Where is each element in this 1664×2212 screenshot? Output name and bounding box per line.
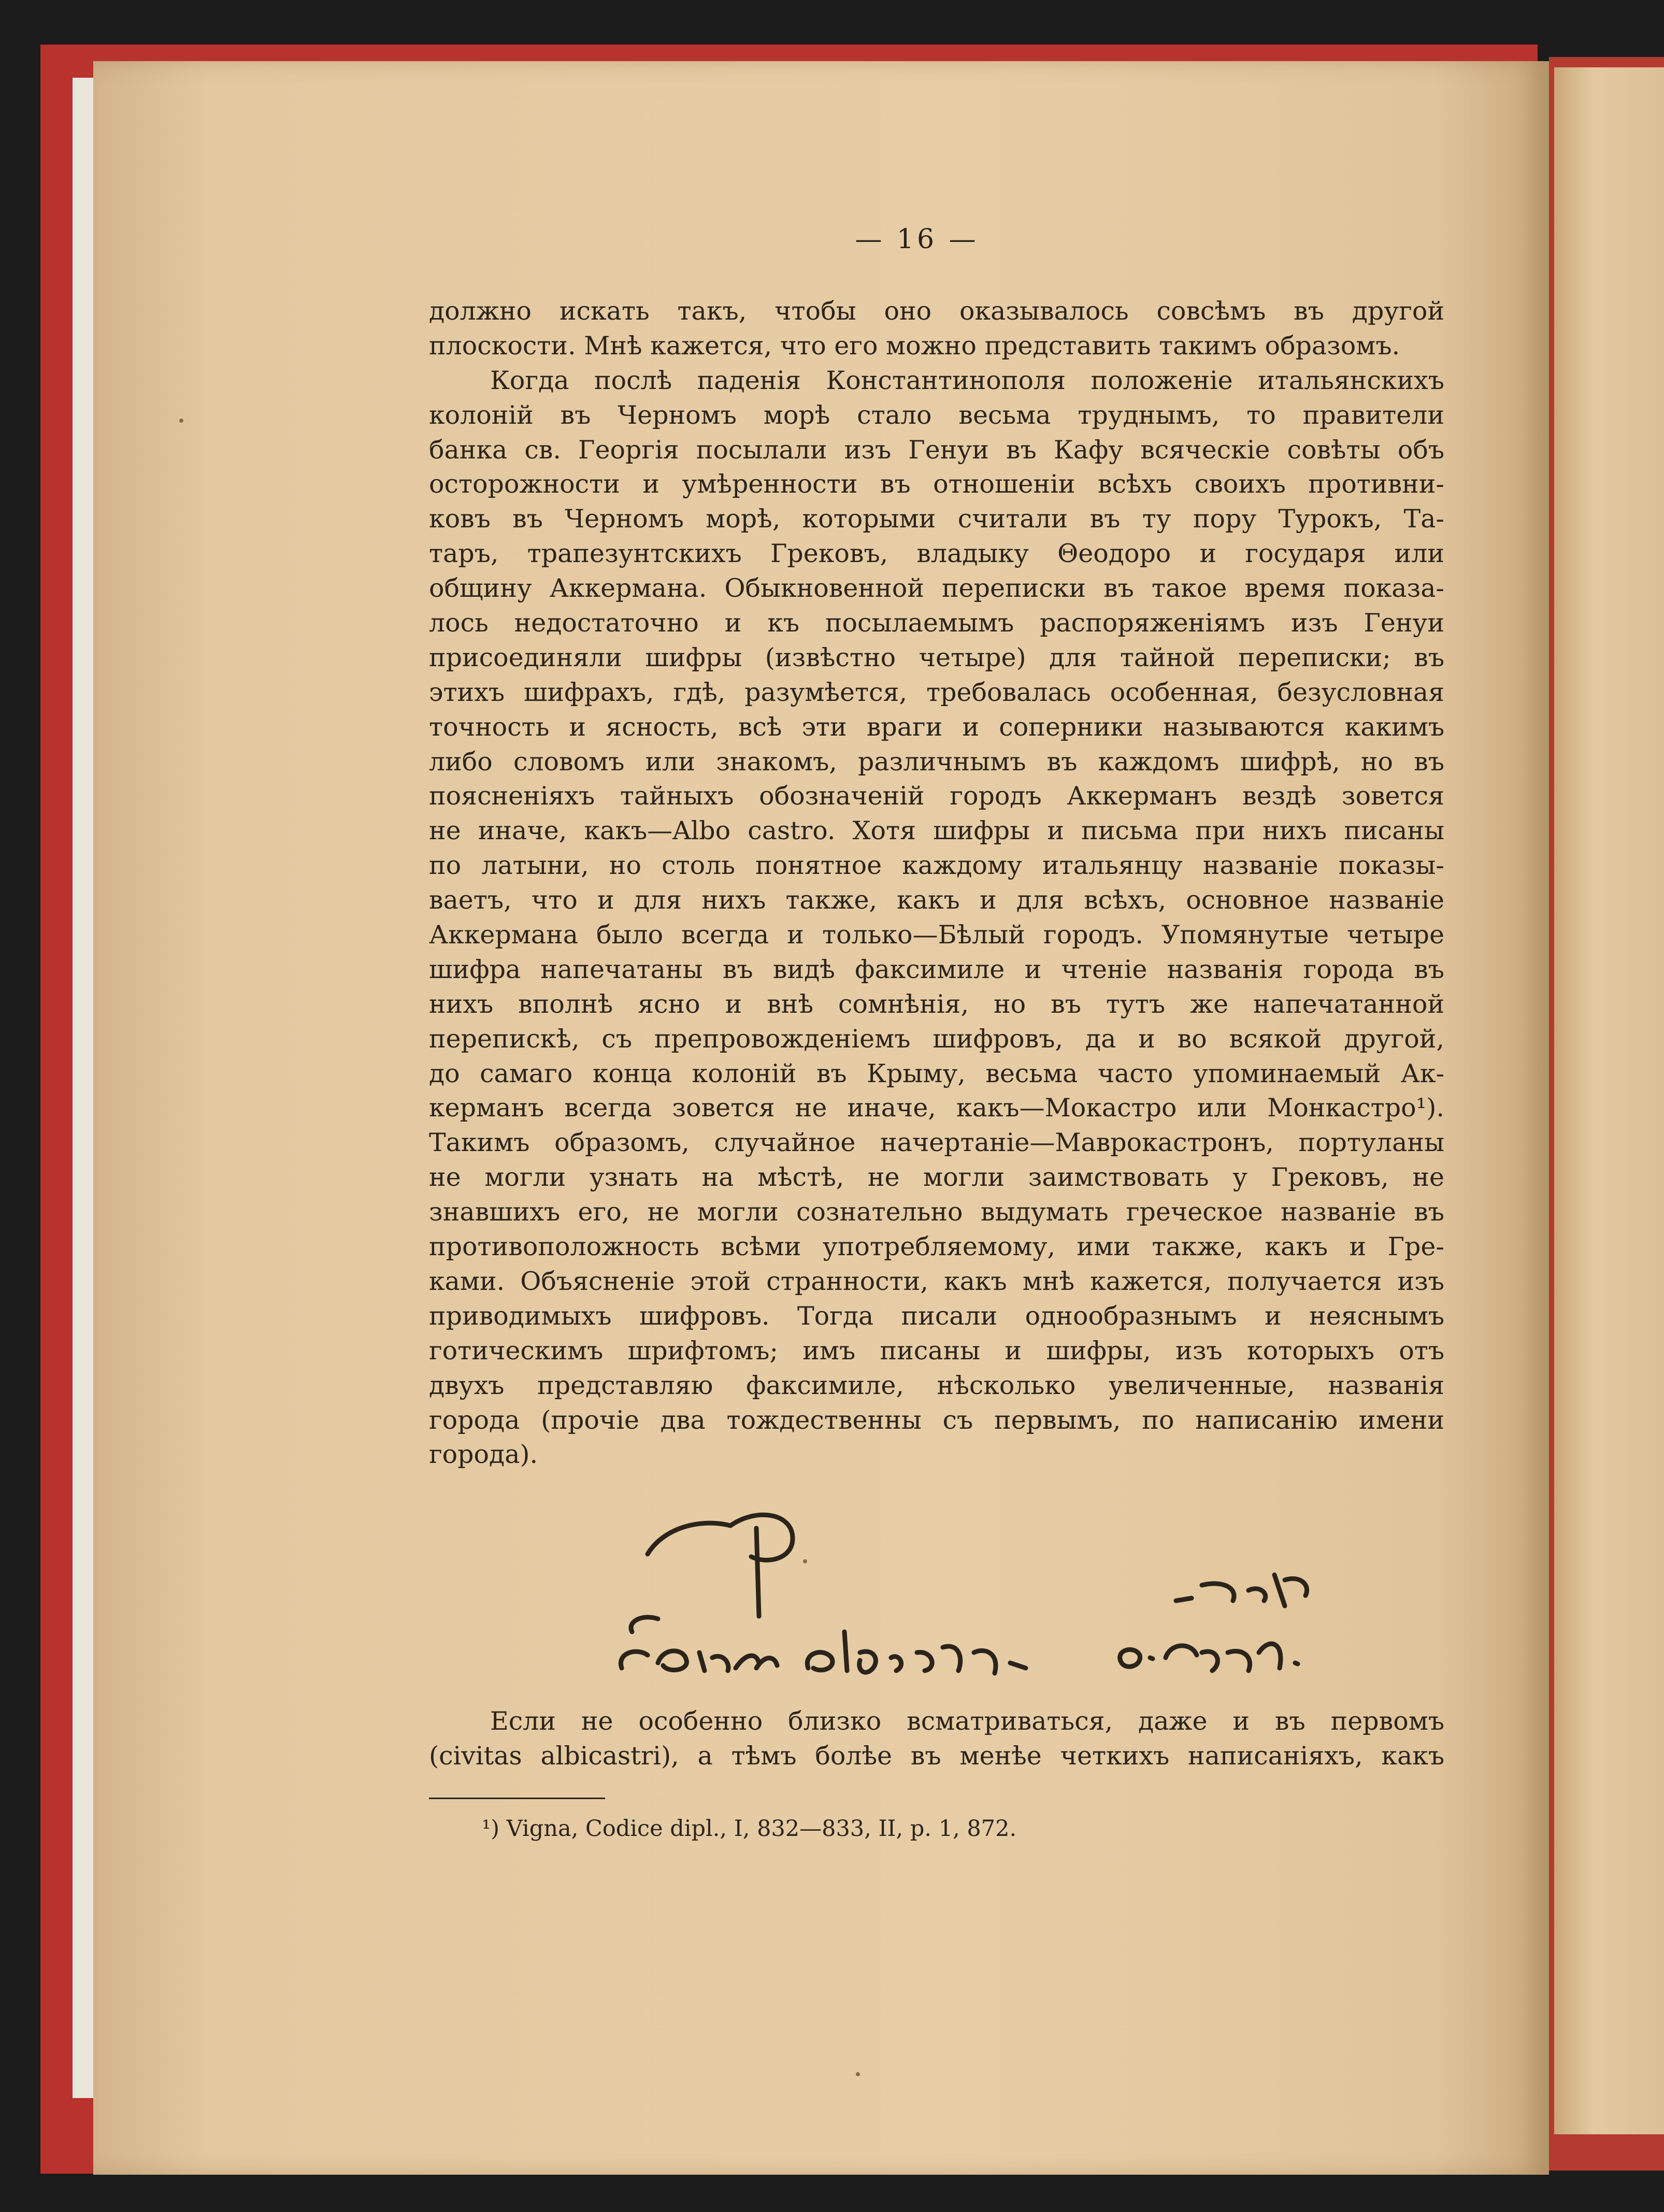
text-line: плоскости. Мнѣ кажется, что его можно представить такимъ образомъ. (429, 331, 1400, 361)
text-line: приводимыхъ шифровъ. Тогда писали однообразнымъ и неяснымъ (429, 1301, 1444, 1331)
text-line: Аккермана было всегда и только—Бѣлый городъ. Упомянутые четыре (429, 920, 1444, 950)
text-line: по латыни, но столь понятное каждому итальянцу названіе показы- (429, 851, 1444, 881)
footnote-mark: ¹) (482, 1816, 500, 1842)
text-line: ками. Объясненіе этой странности, какъ мнѣ кажется, получается изъ (429, 1266, 1444, 1296)
text-line: керманъ всегда зовется не иначе, какъ—Мокастро или Монкастро¹). (429, 1093, 1444, 1123)
text-line: колоній въ Черномъ морѣ стало весьма труднымъ, то правители (429, 400, 1444, 430)
paragraph-1 (429, 294, 1444, 1472)
text-line: этихъ шифрахъ, гдѣ, разумѣется, требовалась особенная, безусловная (429, 677, 1444, 707)
text-line: до самаго конца колоній въ Крыму, весьма часто упоминаемый Ак- (429, 1058, 1444, 1088)
text-line: либо словомъ или знакомъ, различнымъ въ каждомъ шифрѣ, но въ (429, 746, 1444, 777)
footnote-separator (429, 1798, 605, 1799)
text-line: ковъ въ Черномъ морѣ, которыми считали въ ту пору Турокъ, Та- (429, 504, 1444, 534)
text-line: ваетъ, что и для нихъ также, какъ и для всѣхъ, основное названіе (429, 885, 1444, 915)
text-line: Если не особенно близко всматриваться, даже и въ первомъ (490, 1706, 1444, 1736)
text-line: двухъ представляю факсимиле, нѣсколько увеличенные, названія (429, 1370, 1444, 1400)
footnote-text: Vigna, Codice dipl., I, 832—833, II, p. 1, 872. (506, 1816, 1017, 1842)
paper-speck (856, 2072, 860, 2076)
text-line: (civitas albicastri), а тѣмъ болѣе въ менѣе четкихъ написаніяхъ, какъ (429, 1741, 1444, 1771)
text-line: поясненіяхъ тайныхъ обозначеній городъ Аккерманъ вездѣ зовется (429, 781, 1444, 811)
text-line: знавшихъ его, не могли сознательно выдумать греческое названіе въ (429, 1197, 1444, 1227)
text-line: шифра напечатаны въ видѣ факсимиле и чтеніе названія города въ (429, 954, 1444, 984)
facsimile-handwriting (601, 1497, 1326, 1694)
text-line: нихъ вполнѣ ясно и внѣ сомнѣнія, но въ тутъ же напечатанной (429, 989, 1444, 1019)
text-line: лось недостаточно и къ посылаемымъ распоряженіямъ изъ Генуи (429, 608, 1444, 638)
text-line: не могли узнать на мѣстѣ, не могли заимствовать у Грековъ, не (429, 1162, 1444, 1193)
text-line: перепискѣ, съ препровожденіемъ шифровъ, да и во всякой другой, (429, 1024, 1444, 1054)
text-line: Такимъ образомъ, случайное начертаніе—Маврокастронъ, портуланы (429, 1128, 1444, 1158)
paper-speck (179, 419, 183, 423)
text-line: Когда послѣ паденія Константинополя положеніе итальянскихъ (490, 365, 1444, 395)
facing-page-edge (1554, 67, 1664, 2134)
text-line: города (прочіе два тождественны съ первымъ, по написанію имени (429, 1405, 1444, 1435)
text-line: должно искать такъ, чтобы оно оказывалось совсѣмъ въ другой (429, 296, 1444, 326)
text-line: присоединяли шифры (извѣстно четыре) для тайной переписки; въ (429, 642, 1444, 672)
text-line: осторожности и умѣренности въ отношеніи всѣхъ своихъ противни- (429, 469, 1444, 499)
text-line: точность и ясность, всѣ эти враги и соперники называются какимъ (429, 712, 1444, 742)
text-line: не иначе, какъ—Albo castro. Хотя шифры и письма при нихъ писаны (429, 816, 1444, 846)
text-line: банка св. Георгія посылали изъ Генуи въ Кафу всяческіе совѣты объ (429, 435, 1444, 465)
text-line: города). (429, 1440, 538, 1470)
text-line: таръ, трапезунтскихъ Грековъ, владыку Θеодоро и государя или (429, 539, 1444, 569)
text-line: готическимъ шрифтомъ; имъ писаны и шифры, изъ которыхъ отъ (429, 1335, 1444, 1366)
text-line: общину Аккермана. Обыкновенной переписки въ такое время показа- (429, 573, 1444, 604)
page-number: — 16 — (855, 224, 979, 255)
footnote (482, 1816, 1362, 1842)
text-line: противоположность всѣми употребляемому, ими также, какъ и Гре- (429, 1232, 1444, 1262)
paragraph-2 (429, 1704, 1444, 1774)
